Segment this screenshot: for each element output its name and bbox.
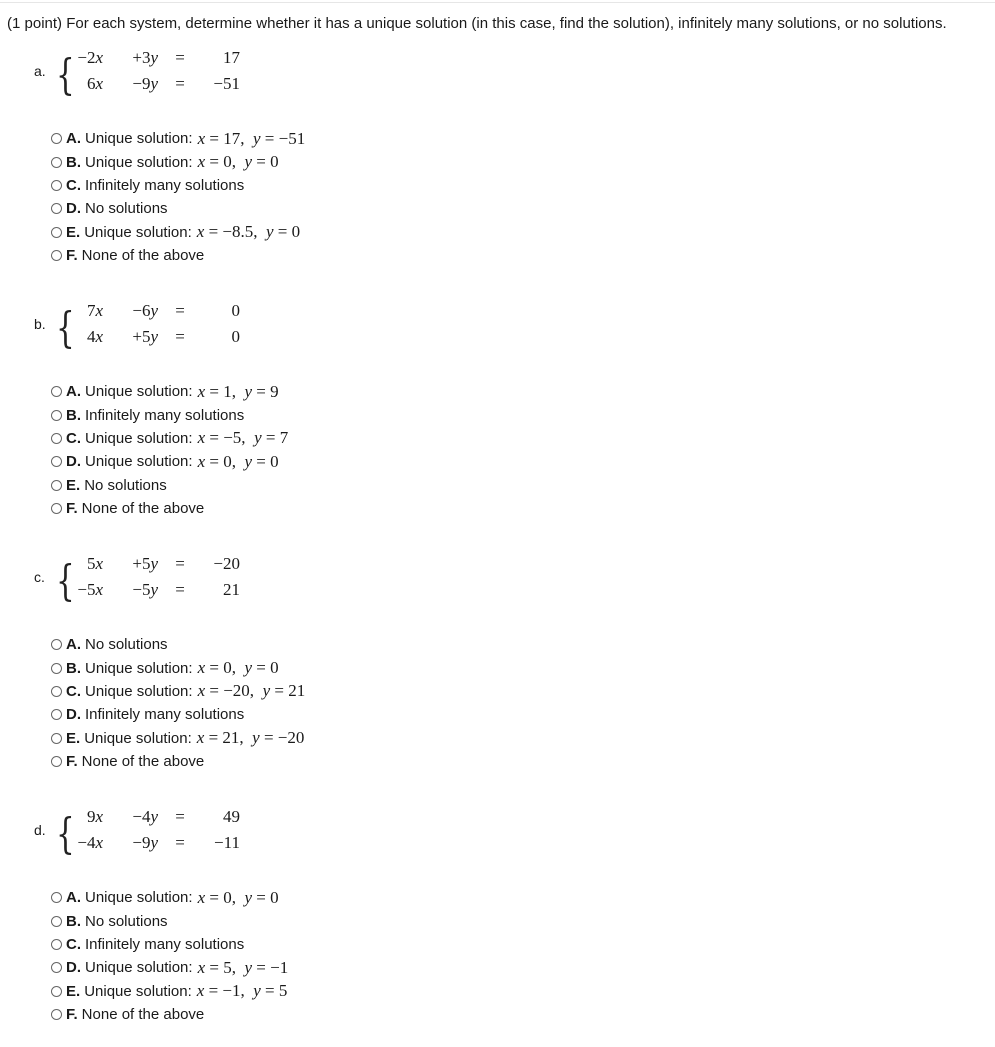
radio-button[interactable] [51, 986, 62, 997]
option-math: x = 0, y = 0 [197, 152, 279, 172]
option-letter: F. [66, 753, 78, 771]
option-text: Unique solution: [85, 130, 193, 148]
answer-option[interactable] [51, 497, 288, 520]
equation-cell: −5y [132, 580, 158, 599]
answer-options [51, 380, 288, 520]
option-math: x = 17, y = −51 [197, 128, 306, 148]
option-text: Unique solution: [84, 223, 192, 241]
option-text: None of the above [81, 1006, 205, 1024]
option-letter: D. [66, 959, 81, 977]
option-text: No solutions [85, 636, 168, 654]
left-brace-icon: { [56, 556, 75, 605]
part-label: b. [34, 316, 46, 332]
equation-cell: +5y [132, 554, 158, 573]
left-brace-icon: { [56, 50, 75, 99]
radio-button[interactable] [51, 133, 62, 144]
answer-option[interactable] [51, 1003, 288, 1026]
equation-cell: = [175, 74, 185, 93]
equation-cell: = [175, 807, 185, 826]
equation-cell: −4y [132, 807, 158, 826]
option-math: x = 21, y = −20 [196, 728, 305, 748]
equation-cell: 49 [223, 807, 240, 826]
option-text: Infinitely many solutions [85, 176, 245, 194]
equation-cell: −20 [213, 554, 240, 573]
option-text: Unique solution: [85, 659, 193, 677]
answer-option[interactable] [51, 886, 288, 909]
option-text: Unique solution: [85, 453, 193, 471]
equation-cell: −9y [132, 833, 158, 852]
equation-cell: −9y [132, 74, 158, 93]
radio-button[interactable] [51, 227, 62, 238]
radio-button[interactable] [51, 1009, 62, 1020]
radio-button[interactable] [51, 939, 62, 950]
option-letter: C. [66, 176, 81, 194]
option-text: None of the above [81, 247, 205, 265]
answer-option[interactable] [51, 174, 305, 197]
radio-button[interactable] [51, 157, 62, 168]
option-math: x = 5, y = −1 [197, 957, 289, 977]
option-text: Unique solution: [85, 959, 193, 977]
option-letter: C. [66, 429, 81, 447]
radio-button[interactable] [51, 639, 62, 650]
radio-button[interactable] [51, 962, 62, 973]
answer-option[interactable] [51, 933, 288, 956]
option-math: x = −5, y = 7 [197, 428, 289, 448]
equation-cell: = [175, 48, 185, 67]
option-text: No solutions [85, 912, 168, 930]
equation-cell: 9x [86, 807, 103, 826]
radio-button[interactable] [51, 663, 62, 674]
option-letter: A. [66, 636, 81, 654]
answer-option[interactable] [51, 380, 288, 403]
radio-button[interactable] [51, 756, 62, 767]
option-text: Infinitely many solutions [85, 406, 245, 424]
answer-option[interactable] [51, 221, 305, 244]
answer-option[interactable] [51, 450, 288, 473]
option-letter: B. [66, 659, 81, 677]
answer-option[interactable] [51, 680, 305, 703]
equation-cell: 4x [86, 327, 103, 346]
option-letter: D. [66, 200, 81, 218]
equation-cell: = [175, 301, 185, 320]
radio-button[interactable] [51, 503, 62, 514]
equation-cell: −5x [77, 580, 103, 599]
option-letter: F. [66, 1006, 78, 1024]
answer-options [51, 127, 305, 267]
option-letter: F. [66, 247, 78, 265]
radio-button[interactable] [51, 386, 62, 397]
equation-cell: −6y [132, 301, 158, 320]
equation-cell: = [175, 833, 185, 852]
answer-options [51, 886, 288, 1026]
option-text: Unique solution: [85, 429, 193, 447]
part-3 [0, 554, 995, 794]
answer-option[interactable] [51, 127, 305, 150]
part-4 [0, 807, 995, 1047]
answer-option[interactable] [51, 474, 288, 497]
equation-cell: 5x [86, 554, 103, 573]
answer-option[interactable] [51, 956, 288, 979]
answer-option[interactable] [51, 980, 288, 1003]
equation-cell: 0 [231, 301, 240, 320]
option-letter: F. [66, 500, 78, 518]
option-math: x = 1, y = 9 [197, 381, 279, 401]
option-text: None of the above [81, 500, 205, 518]
option-letter: B. [66, 912, 81, 930]
radio-button[interactable] [51, 410, 62, 421]
option-math: x = 0, y = 0 [197, 658, 279, 678]
option-math: x = 0, y = 0 [197, 887, 279, 907]
equation-cell: 17 [223, 48, 240, 67]
equation-cell: = [175, 327, 185, 346]
option-letter: A. [66, 889, 81, 907]
radio-button[interactable] [51, 892, 62, 903]
equation-cell: 0 [231, 327, 240, 346]
left-brace-icon: { [56, 809, 75, 858]
answer-option[interactable] [51, 703, 305, 726]
equation-cell: = [175, 554, 185, 573]
radio-button[interactable] [51, 709, 62, 720]
equation-cell: = [175, 580, 185, 599]
option-text: Unique solution: [84, 982, 192, 1000]
equation-cell: −4x [77, 833, 103, 852]
radio-button[interactable] [51, 480, 62, 491]
option-text: None of the above [81, 753, 205, 771]
part-label: a. [34, 63, 46, 79]
top-divider [0, 2, 995, 3]
answer-option[interactable] [51, 244, 305, 267]
option-text: Unique solution: [85, 153, 193, 171]
radio-button[interactable] [51, 686, 62, 697]
answer-option[interactable] [51, 909, 288, 932]
option-letter: B. [66, 406, 81, 424]
equation-cell: 6x [86, 74, 103, 93]
equation-cell: +5y [132, 327, 158, 346]
option-text: Unique solution: [85, 383, 193, 401]
equation-cell: 7x [86, 301, 103, 320]
option-text: Infinitely many solutions [85, 935, 245, 953]
option-text: Unique solution: [84, 729, 192, 747]
option-letter: B. [66, 153, 81, 171]
option-text: Infinitely many solutions [85, 706, 245, 724]
radio-button[interactable] [51, 250, 62, 261]
radio-button[interactable] [51, 433, 62, 444]
equation-cell: −2x [77, 48, 103, 67]
equation-cell: −51 [213, 74, 240, 93]
option-letter: D. [66, 706, 81, 724]
radio-button[interactable] [51, 916, 62, 927]
option-letter: A. [66, 130, 81, 148]
radio-button[interactable] [51, 456, 62, 467]
option-letter: D. [66, 453, 81, 471]
option-text: No solutions [85, 200, 168, 218]
part-label: c. [34, 569, 45, 585]
radio-button[interactable] [51, 733, 62, 744]
part-label: d. [34, 822, 46, 838]
option-letter: A. [66, 383, 81, 401]
option-math: x = −20, y = 21 [197, 681, 306, 701]
problem-prompt: (1 point) For each system, determine whether it has a unique solution (in this case, find the solution), infinitely many solutions, or no solutions. [7, 15, 947, 32]
option-letter: E. [66, 476, 81, 494]
option-letter: C. [66, 682, 81, 700]
answer-option[interactable] [51, 633, 305, 656]
answer-options [51, 633, 305, 773]
option-letter: E. [66, 982, 81, 1000]
answer-option[interactable] [51, 750, 305, 773]
option-math: x = 0, y = 0 [197, 451, 279, 471]
option-text: Unique solution: [85, 889, 193, 907]
equation-cell: +3y [132, 48, 158, 67]
option-letter: C. [66, 935, 81, 953]
equation-cell: −11 [214, 833, 240, 852]
equation-cell: 21 [223, 580, 240, 599]
option-letter: E. [66, 729, 81, 747]
answer-option[interactable] [51, 403, 288, 426]
answer-option[interactable] [51, 197, 305, 220]
option-text: Unique solution: [85, 682, 193, 700]
part-2 [0, 301, 995, 541]
option-text: No solutions [84, 476, 167, 494]
option-math: x = −8.5, y = 0 [196, 222, 301, 242]
answer-option[interactable] [51, 656, 305, 679]
answer-option[interactable] [51, 427, 288, 450]
option-math: x = −1, y = 5 [196, 981, 288, 1001]
answer-option[interactable] [51, 150, 305, 173]
left-brace-icon: { [56, 303, 75, 352]
radio-button[interactable] [51, 180, 62, 191]
option-letter: E. [66, 223, 81, 241]
radio-button[interactable] [51, 203, 62, 214]
part-1 [0, 48, 995, 288]
answer-option[interactable] [51, 727, 305, 750]
